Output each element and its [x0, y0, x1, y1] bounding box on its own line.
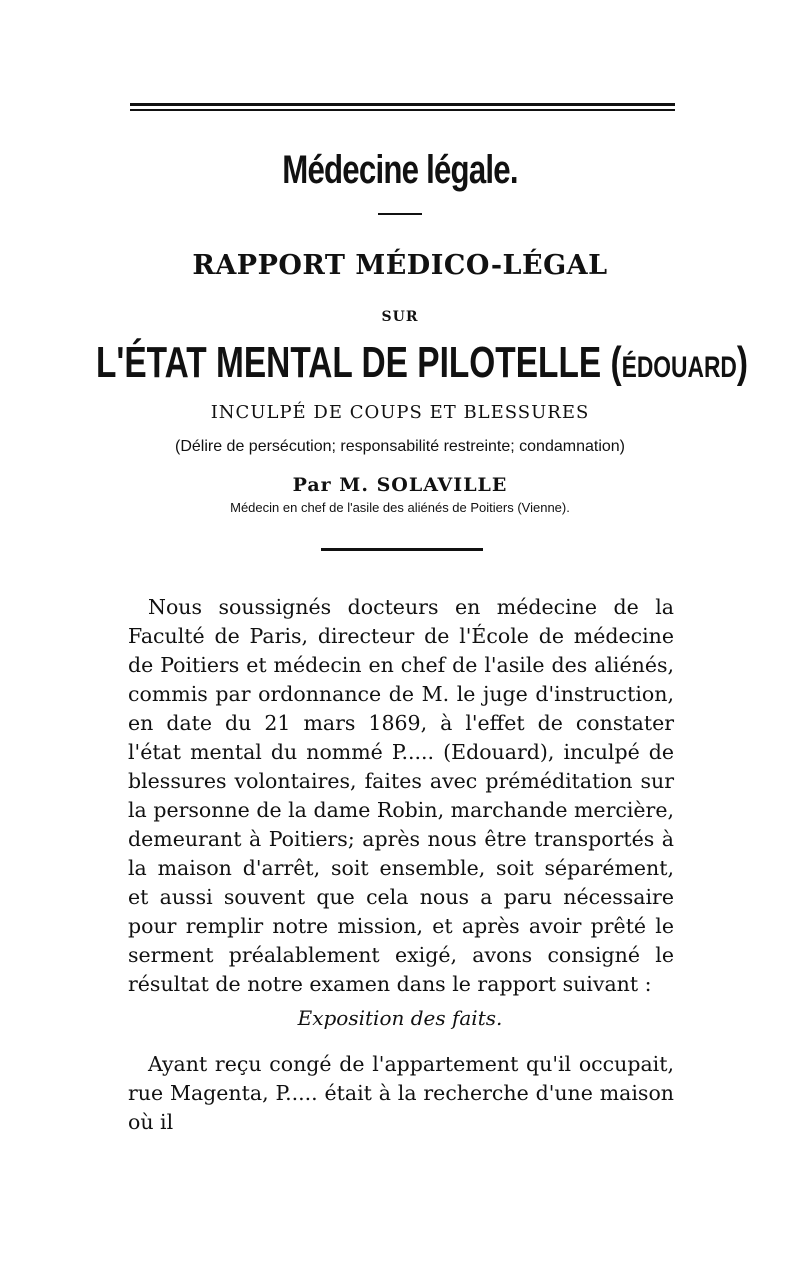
body-paragraph-2	[128, 1050, 674, 1137]
section-title: Médecine légale.	[282, 148, 518, 192]
report-author: Par M. SOLAVILLE	[292, 474, 508, 496]
header-divider	[321, 548, 483, 551]
paragraph-text: Nous soussignés docteurs en médecine de la Faculté de Paris, directeur de l'École de médecine de Poitiers et médecin en chef de l'asile des aliénés, commis par ordonnance de M. le juge d'instruction, en date du 21 mars 1869, à l'effet de constater l'état mental du nommé P..... (Edouard), inculpé de blessures volontaires, faites avec préméditation sur la personne de la dame Robin, marchande mercière, demeurant à Poitiers; après nous être transportés à la maison d'arrêt, soit ensemble, soit séparément, et aussi souvent que cela nous a paru nécessaire pour remplir notre mission, et après avoir prêté le serment préalablement exigé, avons consigné le résultat de notre examen dans le rapport suivant :	[128, 595, 674, 996]
paragraph-text: Ayant reçu congé de l'appartement qu'il occupait, rue Magenta, P..... était à la recherche d'une maison où il	[128, 1052, 674, 1134]
report-diagnosis: (Délire de persécution; responsabilité restreinte; condamnation)	[174, 438, 625, 455]
subject-main: L'ÉTAT MENTAL DE PILOTELLE (	[96, 338, 622, 387]
report-heading: RAPPORT MÉDICO-LÉGAL	[192, 250, 608, 281]
subject-close: )	[736, 338, 749, 387]
report-subject	[96, 338, 749, 388]
title-divider	[378, 213, 422, 215]
report-charge: INCULPÉ DE COUPS ET BLESSURES	[210, 402, 590, 423]
body-paragraph-1	[128, 593, 674, 999]
author-role: Médecin en chef de l'asile des aliénés de Poitiers (Vienne).	[230, 500, 570, 515]
top-double-rule	[130, 103, 675, 113]
subject-first-name: ÉDOUARD	[621, 351, 737, 384]
report-sur: SUR	[381, 309, 419, 325]
subheading-exposition: Exposition des faits.	[297, 1006, 503, 1030]
